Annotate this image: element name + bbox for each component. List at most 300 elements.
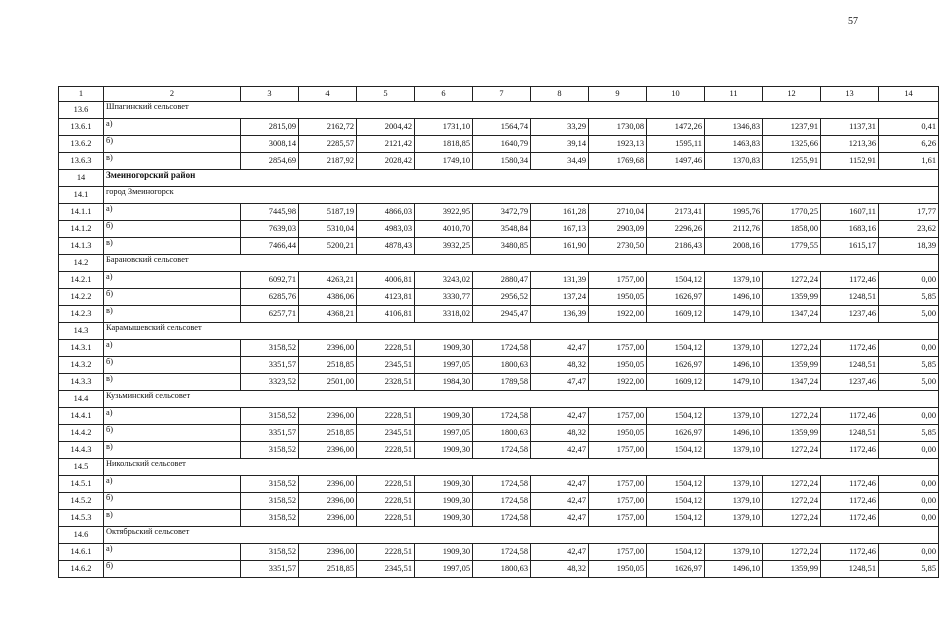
value-cell: 3548,84 (473, 221, 531, 238)
value-cell: 1800,63 (473, 357, 531, 374)
value-cell: 1504,12 (647, 408, 705, 425)
row-code: 14.3.3 (59, 374, 104, 391)
value-cell: 161,90 (531, 238, 589, 255)
value-cell: 1172,46 (821, 476, 879, 493)
section-row (59, 102, 939, 119)
value-cell: 2228,51 (357, 340, 415, 357)
table-row (59, 136, 939, 153)
district-row (59, 170, 939, 187)
value-cell: 0,00 (879, 442, 939, 459)
value-cell: 18,39 (879, 238, 939, 255)
value-cell: 3330,77 (415, 289, 473, 306)
section-row (59, 391, 939, 408)
value-cell: 1950,05 (589, 561, 647, 578)
value-cell: 3351,57 (241, 561, 299, 578)
value-cell: 48,32 (531, 561, 589, 578)
value-cell: 2396,00 (299, 544, 357, 561)
row-variant: а) (104, 119, 241, 136)
value-cell: 1255,91 (763, 153, 821, 170)
value-cell: 6257,71 (241, 306, 299, 323)
value-cell: 1248,51 (821, 425, 879, 442)
value-cell: 1237,91 (763, 119, 821, 136)
value-cell: 3158,52 (241, 510, 299, 527)
section-row (59, 323, 939, 340)
value-cell: 1172,46 (821, 510, 879, 527)
value-cell: 1757,00 (589, 476, 647, 493)
value-cell: 1172,46 (821, 408, 879, 425)
section-title: город Змеиногорск (104, 187, 939, 204)
value-cell: 3158,52 (241, 493, 299, 510)
row-code: 14.2.3 (59, 306, 104, 323)
table-row (59, 493, 939, 510)
row-variant: в) (104, 442, 241, 459)
value-cell: 2396,00 (299, 340, 357, 357)
row-code: 13.6 (59, 102, 104, 119)
value-cell: 42,47 (531, 340, 589, 357)
value-cell: 131,39 (531, 272, 589, 289)
value-cell: 1909,30 (415, 408, 473, 425)
table-row (59, 272, 939, 289)
value-cell: 1922,00 (589, 306, 647, 323)
value-cell: 3158,52 (241, 442, 299, 459)
value-cell: 1909,30 (415, 510, 473, 527)
row-variant: в) (104, 238, 241, 255)
section-row (59, 527, 939, 544)
district-title: Змеиногорский район (104, 170, 939, 187)
value-cell: 1272,24 (763, 510, 821, 527)
row-code: 14.3 (59, 323, 104, 340)
row-code: 14.4.1 (59, 408, 104, 425)
value-cell: 1272,24 (763, 544, 821, 561)
value-cell: 2008,16 (705, 238, 763, 255)
value-cell: 2396,00 (299, 442, 357, 459)
value-cell: 1800,63 (473, 425, 531, 442)
value-cell: 2815,09 (241, 119, 299, 136)
value-cell: 1359,99 (763, 561, 821, 578)
value-cell: 1757,00 (589, 493, 647, 510)
value-cell: 1950,05 (589, 425, 647, 442)
row-variant: а) (104, 408, 241, 425)
value-cell: 4010,70 (415, 221, 473, 238)
column-number-cell: 6 (415, 87, 473, 102)
value-cell: 1272,24 (763, 272, 821, 289)
row-code: 13.6.2 (59, 136, 104, 153)
value-cell: 1248,51 (821, 289, 879, 306)
value-cell: 1272,24 (763, 340, 821, 357)
value-cell: 2730,50 (589, 238, 647, 255)
value-cell: 2396,00 (299, 510, 357, 527)
row-code: 14 (59, 170, 104, 187)
value-cell: 1607,11 (821, 204, 879, 221)
value-cell: 1757,00 (589, 340, 647, 357)
value-cell: 5,00 (879, 306, 939, 323)
value-cell: 1237,46 (821, 306, 879, 323)
row-code: 14.1.1 (59, 204, 104, 221)
value-cell: 7466,44 (241, 238, 299, 255)
value-cell: 1463,83 (705, 136, 763, 153)
row-code: 14.3.2 (59, 357, 104, 374)
value-cell: 3008,14 (241, 136, 299, 153)
value-cell: 1984,30 (415, 374, 473, 391)
value-cell: 3351,57 (241, 357, 299, 374)
value-cell: 1504,12 (647, 476, 705, 493)
value-cell: 0,00 (879, 272, 939, 289)
value-cell: 1683,16 (821, 221, 879, 238)
value-cell: 137,24 (531, 289, 589, 306)
value-cell: 7639,03 (241, 221, 299, 238)
section-row (59, 255, 939, 272)
value-cell: 1237,46 (821, 374, 879, 391)
value-cell: 1922,00 (589, 374, 647, 391)
value-cell: 1272,24 (763, 476, 821, 493)
section-title: Карамышевский сельсовет (104, 323, 939, 340)
value-cell: 1724,58 (473, 476, 531, 493)
value-cell: 1496,10 (705, 357, 763, 374)
value-cell: 2028,42 (357, 153, 415, 170)
value-cell: 1626,97 (647, 289, 705, 306)
value-cell: 1757,00 (589, 408, 647, 425)
value-cell: 1909,30 (415, 442, 473, 459)
row-code: 14.2 (59, 255, 104, 272)
value-cell: 1213,36 (821, 136, 879, 153)
table-row (59, 476, 939, 493)
row-variant: б) (104, 561, 241, 578)
value-cell: 5,85 (879, 289, 939, 306)
value-cell: 1248,51 (821, 357, 879, 374)
value-cell: 161,28 (531, 204, 589, 221)
value-cell: 3158,52 (241, 476, 299, 493)
value-cell: 2956,52 (473, 289, 531, 306)
value-cell: 2121,42 (357, 136, 415, 153)
value-cell: 2396,00 (299, 408, 357, 425)
value-cell: 167,13 (531, 221, 589, 238)
table-row (59, 425, 939, 442)
value-cell: 3351,57 (241, 425, 299, 442)
value-cell: 5,85 (879, 425, 939, 442)
value-cell: 1997,05 (415, 425, 473, 442)
column-number-cell: 2 (104, 87, 241, 102)
value-cell: 5187,19 (299, 204, 357, 221)
value-cell: 1272,24 (763, 493, 821, 510)
value-cell: 0,00 (879, 408, 939, 425)
value-cell: 1379,10 (705, 493, 763, 510)
value-cell: 0,00 (879, 510, 939, 527)
value-cell: 1379,10 (705, 510, 763, 527)
value-cell: 2228,51 (357, 544, 415, 561)
value-cell: 4368,21 (299, 306, 357, 323)
table-row (59, 544, 939, 561)
value-cell: 4263,21 (299, 272, 357, 289)
value-cell: 2228,51 (357, 442, 415, 459)
column-number-cell: 3 (241, 87, 299, 102)
row-code: 14.6 (59, 527, 104, 544)
value-cell: 1626,97 (647, 561, 705, 578)
value-cell: 1496,10 (705, 289, 763, 306)
section-row (59, 187, 939, 204)
tariff-table (58, 86, 939, 578)
value-cell: 1172,46 (821, 493, 879, 510)
row-code: 14.5.3 (59, 510, 104, 527)
column-number-cell: 13 (821, 87, 879, 102)
value-cell: 2345,51 (357, 357, 415, 374)
table-row (59, 357, 939, 374)
value-cell: 0,41 (879, 119, 939, 136)
value-cell: 1497,46 (647, 153, 705, 170)
row-variant: б) (104, 136, 241, 153)
value-cell: 5,85 (879, 357, 939, 374)
value-cell: 1779,55 (763, 238, 821, 255)
value-cell: 2396,00 (299, 493, 357, 510)
value-cell: 1564,74 (473, 119, 531, 136)
value-cell: 1757,00 (589, 272, 647, 289)
column-number-cell: 4 (299, 87, 357, 102)
value-cell: 1272,24 (763, 408, 821, 425)
section-title: Шпагинский сельсовет (104, 102, 939, 119)
value-cell: 1818,85 (415, 136, 473, 153)
value-cell: 1749,10 (415, 153, 473, 170)
value-cell: 1800,63 (473, 561, 531, 578)
value-cell: 1909,30 (415, 493, 473, 510)
value-cell: 5,00 (879, 374, 939, 391)
value-cell: 6092,71 (241, 272, 299, 289)
value-cell: 3318,02 (415, 306, 473, 323)
column-number-cell: 1 (59, 87, 104, 102)
table-row (59, 408, 939, 425)
value-cell: 1379,10 (705, 544, 763, 561)
value-cell: 1325,66 (763, 136, 821, 153)
row-variant: б) (104, 493, 241, 510)
value-cell: 1172,46 (821, 544, 879, 561)
value-cell: 1379,10 (705, 442, 763, 459)
value-cell: 42,47 (531, 510, 589, 527)
value-cell: 42,47 (531, 442, 589, 459)
value-cell: 0,00 (879, 493, 939, 510)
value-cell: 2162,72 (299, 119, 357, 136)
value-cell: 1248,51 (821, 561, 879, 578)
section-title: Барановский сельсовет (104, 255, 939, 272)
column-number-cell: 5 (357, 87, 415, 102)
row-variant: а) (104, 340, 241, 357)
value-cell: 4006,81 (357, 272, 415, 289)
value-cell: 1615,17 (821, 238, 879, 255)
table-row (59, 442, 939, 459)
value-cell: 1724,58 (473, 340, 531, 357)
row-code: 14.6.1 (59, 544, 104, 561)
value-cell: 0,00 (879, 340, 939, 357)
table-row (59, 119, 939, 136)
value-cell: 1359,99 (763, 289, 821, 306)
value-cell: 2501,00 (299, 374, 357, 391)
value-cell: 1997,05 (415, 357, 473, 374)
value-cell: 1496,10 (705, 561, 763, 578)
value-cell: 47,47 (531, 374, 589, 391)
value-cell: 2112,76 (705, 221, 763, 238)
value-cell: 1172,46 (821, 442, 879, 459)
value-cell: 2328,51 (357, 374, 415, 391)
value-cell: 1724,58 (473, 544, 531, 561)
value-cell: 1950,05 (589, 289, 647, 306)
value-cell: 1346,83 (705, 119, 763, 136)
value-cell: 23,62 (879, 221, 939, 238)
value-cell: 1757,00 (589, 510, 647, 527)
value-cell: 17,77 (879, 204, 939, 221)
row-variant: а) (104, 272, 241, 289)
value-cell: 1172,46 (821, 272, 879, 289)
value-cell: 1995,76 (705, 204, 763, 221)
value-cell: 2004,42 (357, 119, 415, 136)
value-cell: 1757,00 (589, 442, 647, 459)
value-cell: 2880,47 (473, 272, 531, 289)
row-code: 14.2.1 (59, 272, 104, 289)
table-row (59, 221, 939, 238)
row-code: 14.5.1 (59, 476, 104, 493)
value-cell: 4386,06 (299, 289, 357, 306)
value-cell: 2518,85 (299, 561, 357, 578)
value-cell: 2710,04 (589, 204, 647, 221)
value-cell: 3323,52 (241, 374, 299, 391)
value-cell: 1923,13 (589, 136, 647, 153)
value-cell: 1504,12 (647, 272, 705, 289)
value-cell: 48,32 (531, 357, 589, 374)
value-cell: 42,47 (531, 476, 589, 493)
value-cell: 1379,10 (705, 476, 763, 493)
value-cell: 2903,09 (589, 221, 647, 238)
value-cell: 42,47 (531, 493, 589, 510)
value-cell: 34,49 (531, 153, 589, 170)
value-cell: 1479,10 (705, 374, 763, 391)
section-title: Никольский сельсовет (104, 459, 939, 476)
value-cell: 1724,58 (473, 408, 531, 425)
row-code: 14.6.2 (59, 561, 104, 578)
value-cell: 2854,69 (241, 153, 299, 170)
value-cell: 48,32 (531, 425, 589, 442)
value-cell: 136,39 (531, 306, 589, 323)
value-cell: 1137,31 (821, 119, 879, 136)
row-variant: б) (104, 289, 241, 306)
value-cell: 4106,81 (357, 306, 415, 323)
column-number-cell: 10 (647, 87, 705, 102)
value-cell: 1909,30 (415, 476, 473, 493)
column-number-cell: 14 (879, 87, 939, 102)
table-row (59, 153, 939, 170)
value-cell: 42,47 (531, 408, 589, 425)
row-variant: в) (104, 374, 241, 391)
value-cell: 1504,12 (647, 493, 705, 510)
value-cell: 1724,58 (473, 493, 531, 510)
value-cell: 2187,92 (299, 153, 357, 170)
value-cell: 3932,25 (415, 238, 473, 255)
column-number-cell: 8 (531, 87, 589, 102)
value-cell: 1769,68 (589, 153, 647, 170)
value-cell: 1152,91 (821, 153, 879, 170)
value-cell: 1347,24 (763, 374, 821, 391)
value-cell: 2228,51 (357, 493, 415, 510)
value-cell: 1379,10 (705, 340, 763, 357)
value-cell: 4983,03 (357, 221, 415, 238)
value-cell: 2945,47 (473, 306, 531, 323)
row-code: 14.4.2 (59, 425, 104, 442)
value-cell: 2345,51 (357, 561, 415, 578)
row-code: 14.4.3 (59, 442, 104, 459)
row-code: 14.1.2 (59, 221, 104, 238)
table-row (59, 374, 939, 391)
row-variant: в) (104, 306, 241, 323)
row-variant: а) (104, 204, 241, 221)
value-cell: 5310,04 (299, 221, 357, 238)
row-code: 14.5.2 (59, 493, 104, 510)
column-number-cell: 7 (473, 87, 531, 102)
value-cell: 2345,51 (357, 425, 415, 442)
value-cell: 1504,12 (647, 442, 705, 459)
value-cell: 1504,12 (647, 510, 705, 527)
value-cell: 1640,79 (473, 136, 531, 153)
value-cell: 6285,76 (241, 289, 299, 306)
value-cell: 1370,83 (705, 153, 763, 170)
row-code: 14.1 (59, 187, 104, 204)
value-cell: 3922,95 (415, 204, 473, 221)
column-number-row (59, 87, 939, 102)
table-row (59, 238, 939, 255)
table-row (59, 306, 939, 323)
value-cell: 3158,52 (241, 408, 299, 425)
value-cell: 1379,10 (705, 272, 763, 289)
row-code: 14.4 (59, 391, 104, 408)
value-cell: 1359,99 (763, 425, 821, 442)
table-row (59, 204, 939, 221)
value-cell: 1496,10 (705, 425, 763, 442)
value-cell: 7445,98 (241, 204, 299, 221)
value-cell: 2228,51 (357, 476, 415, 493)
value-cell: 1909,30 (415, 340, 473, 357)
page-number: 57 (848, 16, 858, 27)
value-cell: 3158,52 (241, 340, 299, 357)
value-cell: 33,29 (531, 119, 589, 136)
value-cell: 2296,26 (647, 221, 705, 238)
value-cell: 1770,25 (763, 204, 821, 221)
value-cell: 1626,97 (647, 357, 705, 374)
value-cell: 42,47 (531, 544, 589, 561)
table-body (59, 87, 939, 578)
value-cell: 1909,30 (415, 544, 473, 561)
row-variant: а) (104, 544, 241, 561)
value-cell: 3480,85 (473, 238, 531, 255)
value-cell: 1272,24 (763, 442, 821, 459)
value-cell: 2228,51 (357, 510, 415, 527)
table-row (59, 510, 939, 527)
value-cell: 1472,26 (647, 119, 705, 136)
value-cell: 3158,52 (241, 544, 299, 561)
value-cell: 1626,97 (647, 425, 705, 442)
value-cell: 1580,34 (473, 153, 531, 170)
value-cell: 1379,10 (705, 408, 763, 425)
row-variant: в) (104, 153, 241, 170)
value-cell: 0,00 (879, 544, 939, 561)
value-cell: 2186,43 (647, 238, 705, 255)
column-number-cell: 9 (589, 87, 647, 102)
value-cell: 1,61 (879, 153, 939, 170)
value-cell: 4123,81 (357, 289, 415, 306)
value-cell: 1359,99 (763, 357, 821, 374)
row-variant: б) (104, 425, 241, 442)
value-cell: 2518,85 (299, 425, 357, 442)
value-cell: 1724,58 (473, 442, 531, 459)
row-variant: в) (104, 510, 241, 527)
value-cell: 2518,85 (299, 357, 357, 374)
value-cell: 1595,11 (647, 136, 705, 153)
value-cell: 1858,00 (763, 221, 821, 238)
value-cell: 1347,24 (763, 306, 821, 323)
value-cell: 1757,00 (589, 544, 647, 561)
